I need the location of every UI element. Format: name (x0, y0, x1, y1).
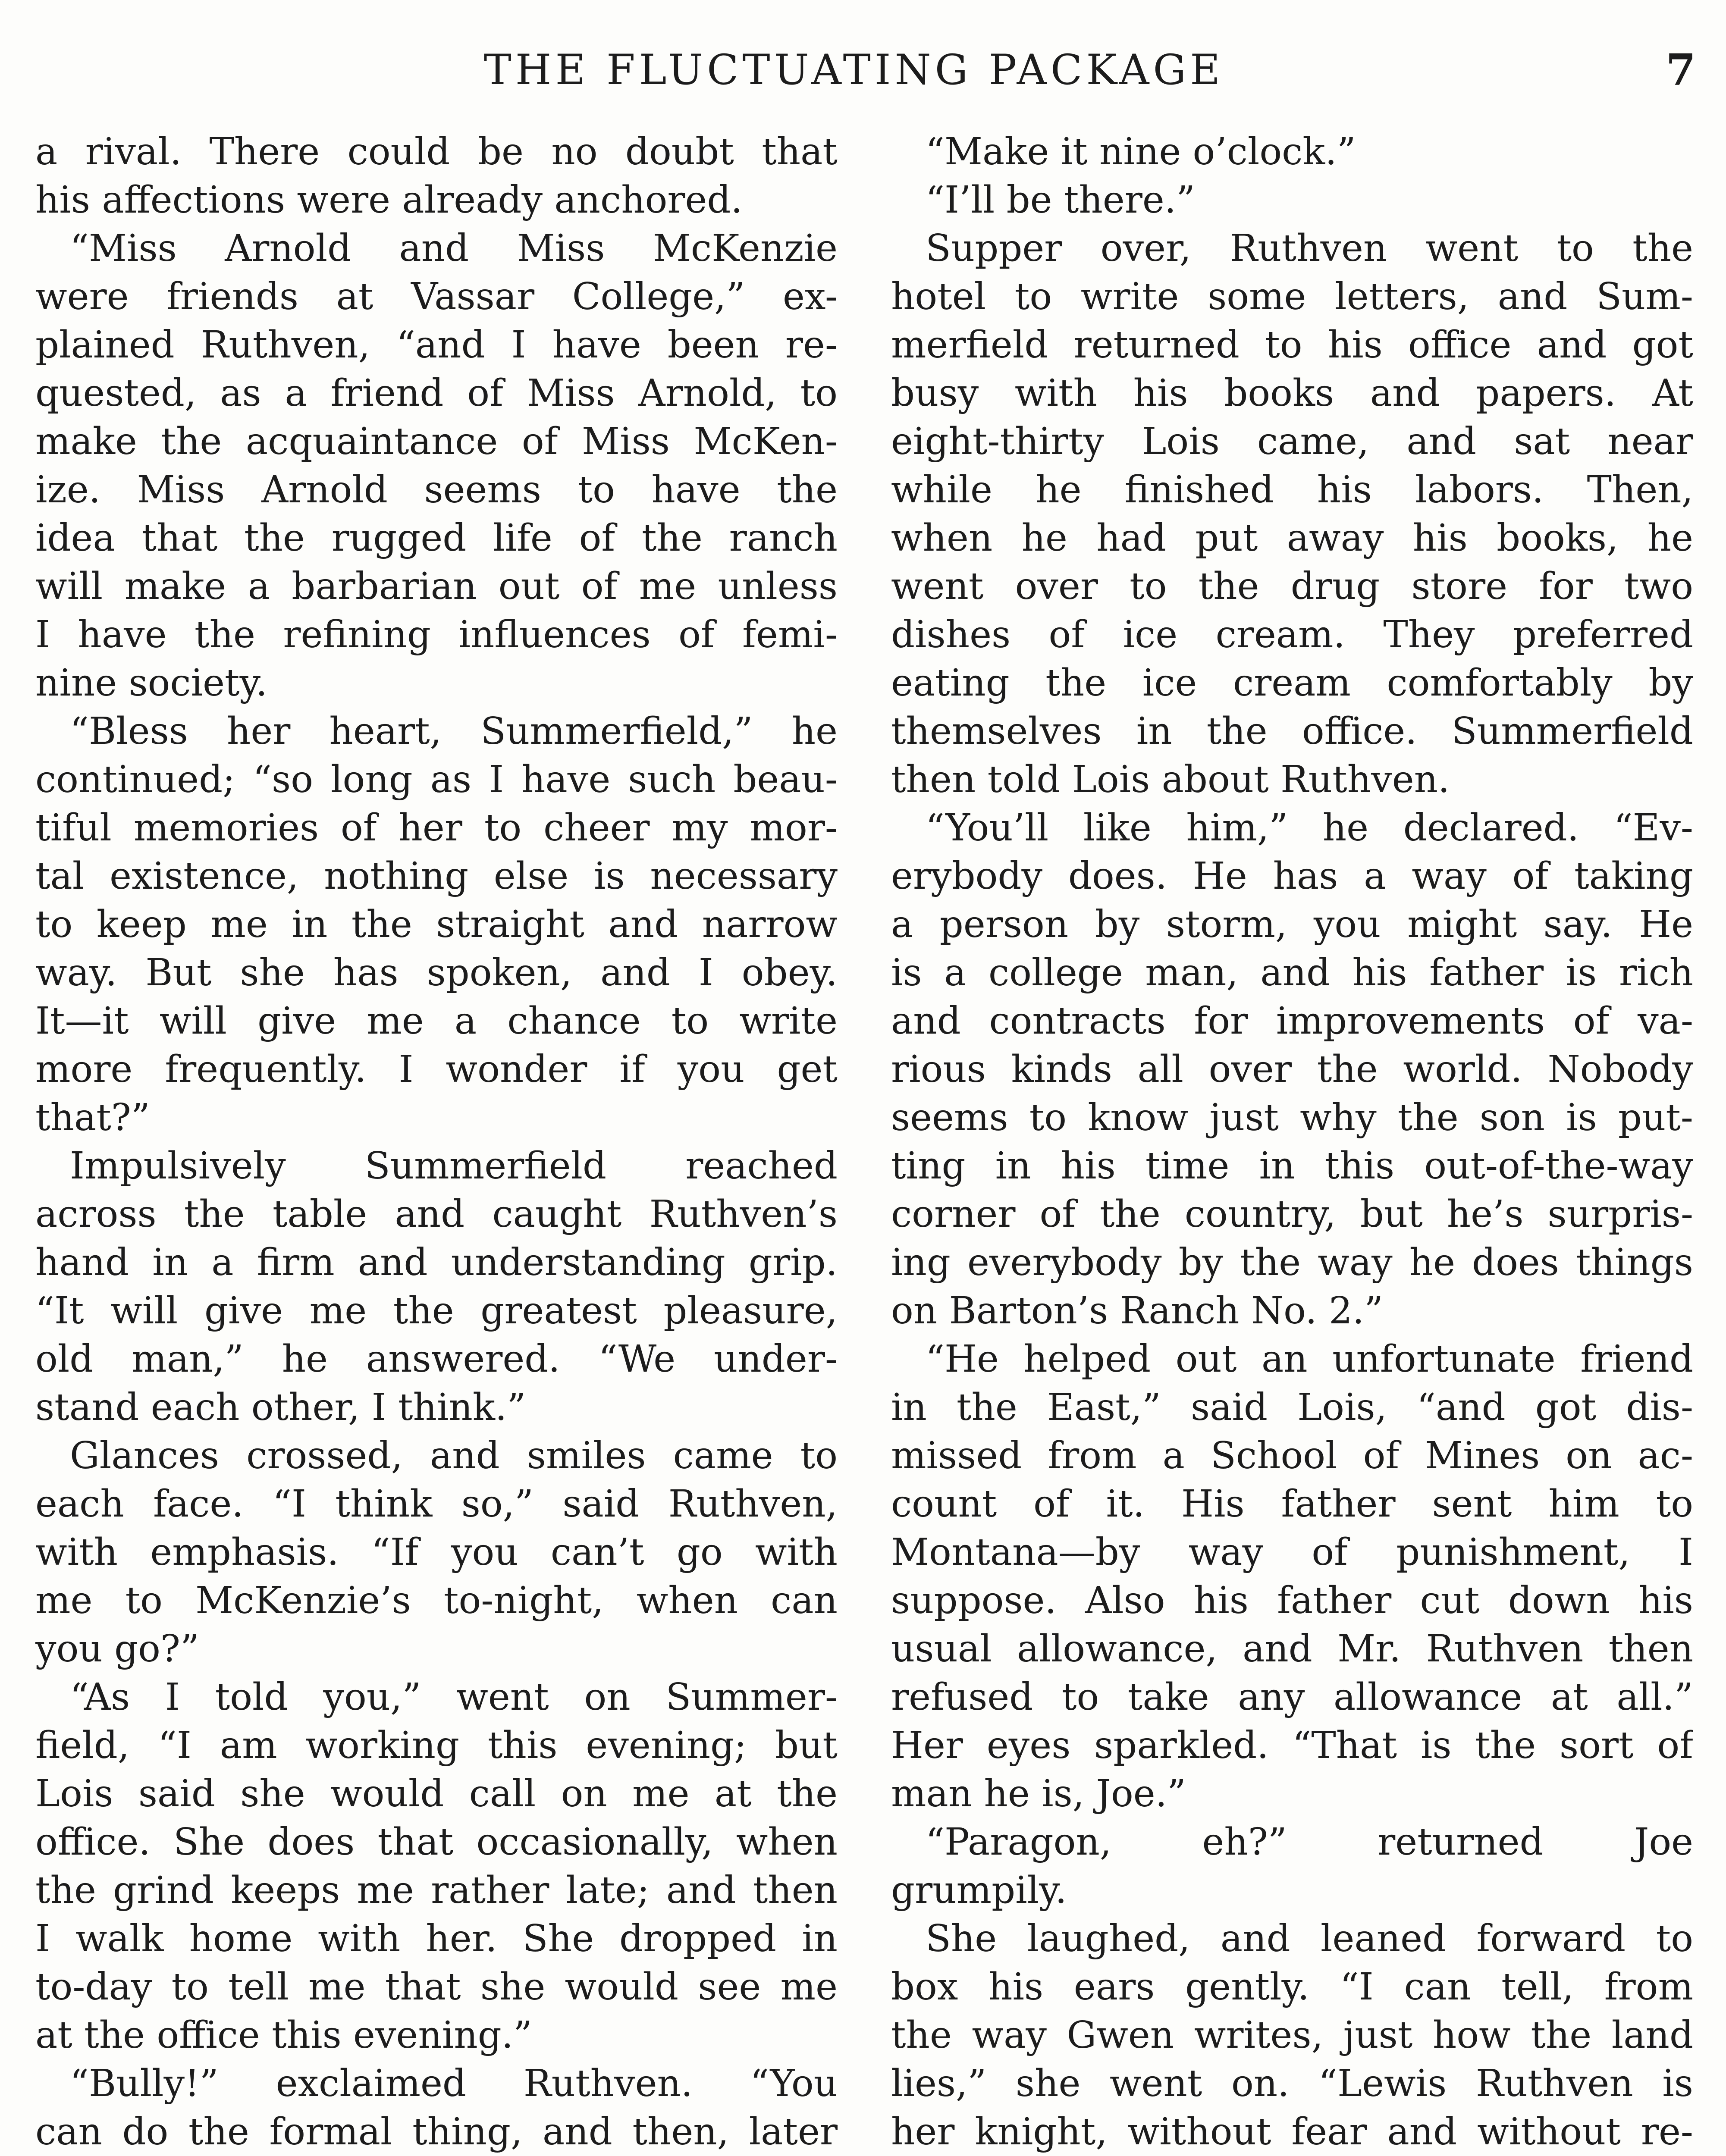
text-line: tal existence, nothing else is necessary (35, 855, 838, 898)
text-line: to keep me in the straight and narrow (35, 903, 838, 946)
text-line: “Miss Arnold and Miss McKenzie (70, 227, 838, 270)
text-line: I have the refining influences of femi- (35, 613, 838, 656)
text-line: Supper over, Ruthven went to the (926, 227, 1693, 270)
text-line: plained Ruthven, “and I have been re- (35, 323, 838, 367)
text-line: merfield returned to his office and got (891, 323, 1693, 367)
text-line: box his ears gently. “I can tell, from (891, 1965, 1693, 2009)
text-line: suppose. Also his father cut down his (891, 1579, 1693, 1622)
text-line: “You’ll like him,” he declared. “Ev- (926, 806, 1693, 849)
text-line: continued; “so long as I have such beau- (35, 758, 838, 801)
text-line: Montana—by way of punishment, I (891, 1531, 1693, 1574)
text-line: nine society. (35, 661, 268, 705)
text-line: seems to know just why the son is put- (891, 1096, 1693, 1139)
text-line: Impulsively Summerfield reached (70, 1144, 838, 1188)
text-line: me to McKenzie’s to-night, when can (35, 1579, 838, 1622)
text-line: and contracts for improvements of va- (891, 1000, 1693, 1043)
text-line: more frequently. I wonder if you get (35, 1048, 838, 1091)
text-line: count of it. His father sent him to (891, 1482, 1693, 1526)
text-line: “He helped out an unfortunate friend (926, 1338, 1693, 1381)
text-line: will make a barbarian out of me unless (35, 565, 838, 608)
text-line: “Bully!” exclaimed Ruthven. “You (70, 2062, 838, 2105)
text-line: make the acquaintance of Miss McKen- (35, 420, 838, 463)
text-line: Lois said she would call on me at the (35, 1772, 838, 1815)
text-line: busy with his books and papers. At (891, 372, 1693, 415)
text-line: field, “I am working this evening; but (35, 1724, 838, 1767)
text-line: hotel to write some letters, and Sum- (891, 275, 1693, 318)
text-line: a rival. There could be no doubt that (35, 130, 838, 173)
text-line: “As I told you,” went on Summer- (70, 1676, 838, 1719)
text-line: It—it will give me a chance to write (35, 1000, 838, 1043)
text-line: grumpily. (891, 1869, 1067, 1912)
text-line: “Bless her heart, Summerfield,” he (70, 710, 838, 753)
text-line: erybody does. He has a way of taking (891, 855, 1693, 898)
text-line: went over to the drug store for two (891, 565, 1693, 608)
text-line: ing everybody by the way he does things (891, 1241, 1693, 1284)
text-line: eight-thirty Lois came, and sat near (891, 420, 1693, 463)
text-line: I walk home with her. She dropped in (35, 1917, 838, 1960)
text-line: dishes of ice cream. They preferred (891, 613, 1693, 656)
text-line: while he finished his labors. Then, (891, 468, 1693, 511)
text-line: you go?” (35, 1627, 199, 1670)
left-column (35, 128, 838, 2156)
text-line: across the table and caught Ruthven’s (35, 1193, 838, 1236)
text-line: themselves in the office. Summerfield (891, 710, 1693, 753)
text-line: were friends at Vassar College,” ex- (35, 275, 838, 318)
text-line: Glances crossed, and smiles came to (70, 1434, 838, 1477)
text-line: at the office this evening.” (35, 2014, 533, 2057)
text-line: when he had put away his books, he (891, 517, 1693, 560)
text-line: eating the ice cream comfortably by (891, 661, 1693, 705)
page-number: 7 (1666, 44, 1696, 95)
text-line: idea that the rugged life of the ranch (35, 517, 838, 560)
text-line: ize. Miss Arnold seems to have the (35, 468, 838, 511)
text-line: “Make it nine o’clock.” (926, 130, 1356, 173)
text-line: “Paragon, eh?” returned Joe (926, 1821, 1693, 1864)
text-line: tiful memories of her to cheer my mor- (35, 806, 838, 849)
text-line: a person by storm, you might say. He (891, 903, 1693, 946)
text-line: the way Gwen writes, just how the land (891, 2014, 1693, 2057)
text-line: She laughed, and leaned forward to (926, 1917, 1693, 1960)
text-line: stand each other, I think.” (35, 1386, 526, 1429)
text-line: man he is, Joe.” (891, 1772, 1186, 1815)
text-line: his affections were already anchored. (35, 179, 743, 222)
running-head: THE FLUCTUATING PACKAGE (483, 46, 1224, 94)
text-line: usual allowance, and Mr. Ruthven then (891, 1627, 1693, 1670)
text-line: Her eyes sparkled. “That is the sort of (891, 1724, 1693, 1767)
text-line: is a college man, and his father is rich (891, 951, 1693, 994)
text-line: the grind keeps me rather late; and then (35, 1869, 838, 1912)
page-header (0, 40, 1726, 100)
text-line: way. But she has spoken, and I obey. (35, 951, 838, 994)
text-line: corner of the country, but he’s surpris- (891, 1193, 1693, 1236)
text-line: refused to take any allowance at all.” (891, 1676, 1693, 1719)
text-line: “It will give me the greatest pleasure, (35, 1289, 838, 1332)
text-line: on Barton’s Ranch No. 2.” (891, 1289, 1384, 1332)
text-line: missed from a School of Mines on ac- (891, 1434, 1693, 1477)
text-line: lies,” she went on. “Lewis Ruthven is (891, 2062, 1693, 2105)
text-line: then told Lois about Ruthven. (891, 758, 1450, 801)
text-line: that?” (35, 1096, 150, 1139)
text-line: each face. “I think so,” said Ruthven, (35, 1482, 838, 1526)
text-line: ting in his time in this out-of-the-way (891, 1144, 1693, 1188)
text-line: to-day to tell me that she would see me (35, 1965, 838, 2009)
text-line: in the East,” said Lois, “and got dis- (891, 1386, 1693, 1429)
text-line: office. She does that occasionally, when (35, 1821, 838, 1864)
text-line: her knight, without fear and without re- (891, 2110, 1693, 2153)
text-line: quested, as a friend of Miss Arnold, to (35, 372, 838, 415)
text-line: rious kinds all over the world. Nobody (891, 1048, 1693, 1091)
text-line: old man,” he answered. “We under- (35, 1338, 838, 1381)
text-line: can do the formal thing, and then, later (35, 2110, 838, 2153)
text-line: with emphasis. “If you can’t go with (35, 1531, 838, 1574)
text-line: hand in a firm and understanding grip. (35, 1241, 838, 1284)
text-line: “I’ll be there.” (926, 179, 1196, 222)
right-column (891, 128, 1693, 2156)
